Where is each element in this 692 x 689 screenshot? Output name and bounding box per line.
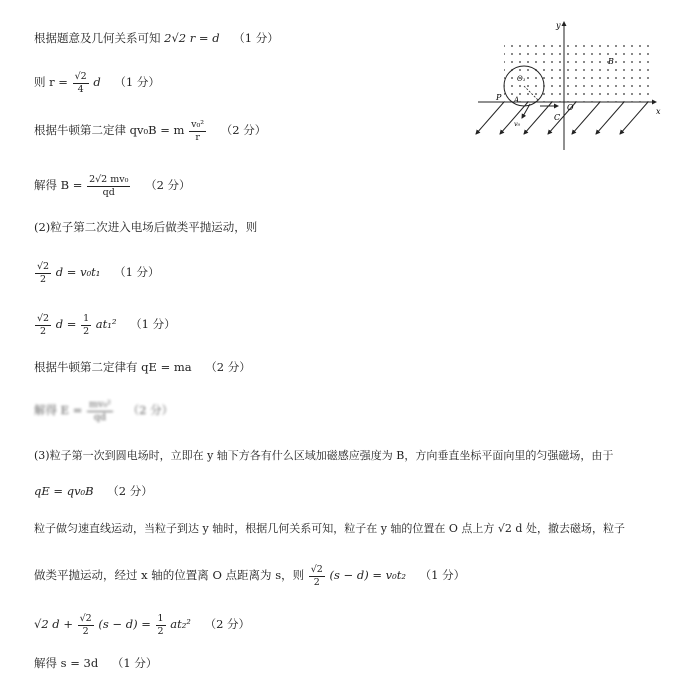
line-15 <box>34 658 157 670</box>
line-6-den: 2 <box>40 273 47 285</box>
label-C: C <box>554 113 561 122</box>
label-O: O <box>567 103 574 112</box>
line-14-fraction-b <box>156 614 166 636</box>
line-11 <box>34 486 153 498</box>
line-13-num: √2 <box>310 564 323 575</box>
line-11-text: qE = qv₀B <box>34 484 94 498</box>
line-9 <box>34 400 173 422</box>
label-O1: O₁ <box>517 75 526 83</box>
line-8-text: 根据牛顿第二定律有 qE = ma <box>34 360 192 374</box>
line-14-score: （2 分） <box>204 617 251 631</box>
line-6-score: （1 分） <box>114 265 160 279</box>
line-9-score: （2 分） <box>127 403 174 417</box>
line-3-fraction <box>189 120 206 142</box>
line-7-den: 2 <box>40 325 47 337</box>
line-7-expr: at₁² <box>95 317 117 331</box>
label-y: y <box>556 21 561 30</box>
line-2-fraction <box>73 72 89 94</box>
line-1 <box>34 33 279 45</box>
line-11-score: （2 分） <box>107 484 153 498</box>
line-7-score: （1 分） <box>130 317 176 331</box>
line-10 <box>34 450 613 461</box>
line-7 <box>34 314 176 336</box>
line-8 <box>34 362 251 374</box>
line-4-score: （2 分） <box>145 178 191 192</box>
line-2-prefix: 则 r = <box>34 75 68 89</box>
line-6-fraction <box>35 262 51 284</box>
electric-field-arrows <box>476 102 648 134</box>
line-4-fraction <box>87 175 130 197</box>
line-2-suffix: d <box>93 75 101 89</box>
line-7-fraction-b <box>81 314 91 336</box>
line-14-expr: at₂² <box>170 617 191 631</box>
line-14-num2: 1 <box>157 613 164 624</box>
line-12-text: 粒子做匀速直线运动，当粒子到达 y 轴时，根据几何关系可知，粒子在 y 轴的位置在 O 点上方 √2 d 处，撤去磁场，粒子 <box>34 522 625 535</box>
line-13-den: 2 <box>313 576 320 588</box>
label-P: P <box>496 93 502 102</box>
line-9-den: qd <box>93 411 107 423</box>
line-4-num: 2√2 mv₀ <box>89 174 129 185</box>
line-2-score: （1 分） <box>114 75 160 89</box>
line-13-text: 做类平抛运动，经过 x 轴的位置离 O 点距离为 s，则 <box>34 568 305 582</box>
line-13-expr: (s − d) = v₀t₂ <box>329 568 406 582</box>
magnetic-field-region <box>504 40 650 102</box>
line-8-score: （2 分） <box>205 360 251 374</box>
label-A: A <box>514 96 520 104</box>
line-15-score: （1 分） <box>111 656 158 670</box>
physics-diagram <box>468 18 668 152</box>
line-5-text: (2)粒子第二次进入电场后做类平抛运动，则 <box>34 220 258 234</box>
line-13-fraction <box>309 565 325 587</box>
line-1-score: （1 分） <box>233 31 279 45</box>
line-14-num: √2 <box>79 613 92 624</box>
line-14-den: 2 <box>82 625 89 637</box>
line-9-num: mv₀² <box>89 399 111 410</box>
line-7-num: √2 <box>37 313 50 324</box>
label-B: B <box>608 57 614 66</box>
line-3-den: r <box>195 131 200 143</box>
line-3-num: v₀² <box>191 119 205 130</box>
line-3-score: （2 分） <box>220 123 267 137</box>
line-1-text: 根据题意及几何关系可知 <box>34 31 161 45</box>
line-9-fraction <box>87 400 113 422</box>
line-3-text: 根据牛顿第二定律 qv₀B = m <box>34 123 185 137</box>
line-7-fraction-a <box>35 314 51 336</box>
line-12 <box>34 523 625 534</box>
line-7-den2: 2 <box>83 325 90 337</box>
line-3 <box>34 120 266 142</box>
line-14-pre: √2 d + <box>34 617 73 631</box>
line-7-mid: d = <box>55 317 77 331</box>
label-x: x <box>656 107 661 116</box>
line-4 <box>34 175 191 197</box>
line-9-text: 解得 E = <box>34 403 83 417</box>
line-2-den: 4 <box>77 83 84 95</box>
line-5 <box>34 222 257 234</box>
line-2 <box>34 72 160 94</box>
line-6-num: √2 <box>37 261 50 272</box>
line-4-prefix: 解得 B = <box>34 178 83 192</box>
line-13 <box>34 565 465 587</box>
label-v0: v₀ <box>514 120 521 128</box>
line-6-expr: d = v₀t₁ <box>55 265 101 279</box>
line-4-den: qd <box>102 186 115 198</box>
line-14-den2: 2 <box>157 625 164 637</box>
line-13-score: （1 分） <box>419 568 466 582</box>
line-10-text: (3)粒子第一次到圆电场时，立即在 y 轴下方各有什么区域加磁感应强度为 B，方向垂直坐标平面向里的匀强磁场，由于 <box>34 449 614 462</box>
line-14 <box>34 614 250 636</box>
line-6 <box>34 262 160 284</box>
line-14-fraction-a <box>78 614 94 636</box>
line-7-num2: 1 <box>83 313 90 324</box>
line-14-mid: (s − d) = <box>98 617 151 631</box>
line-2-num: √2 <box>74 71 87 82</box>
line-15-text: 解得 s = 3d <box>34 656 99 670</box>
line-1-expr: 2√2 r = d <box>164 31 220 45</box>
